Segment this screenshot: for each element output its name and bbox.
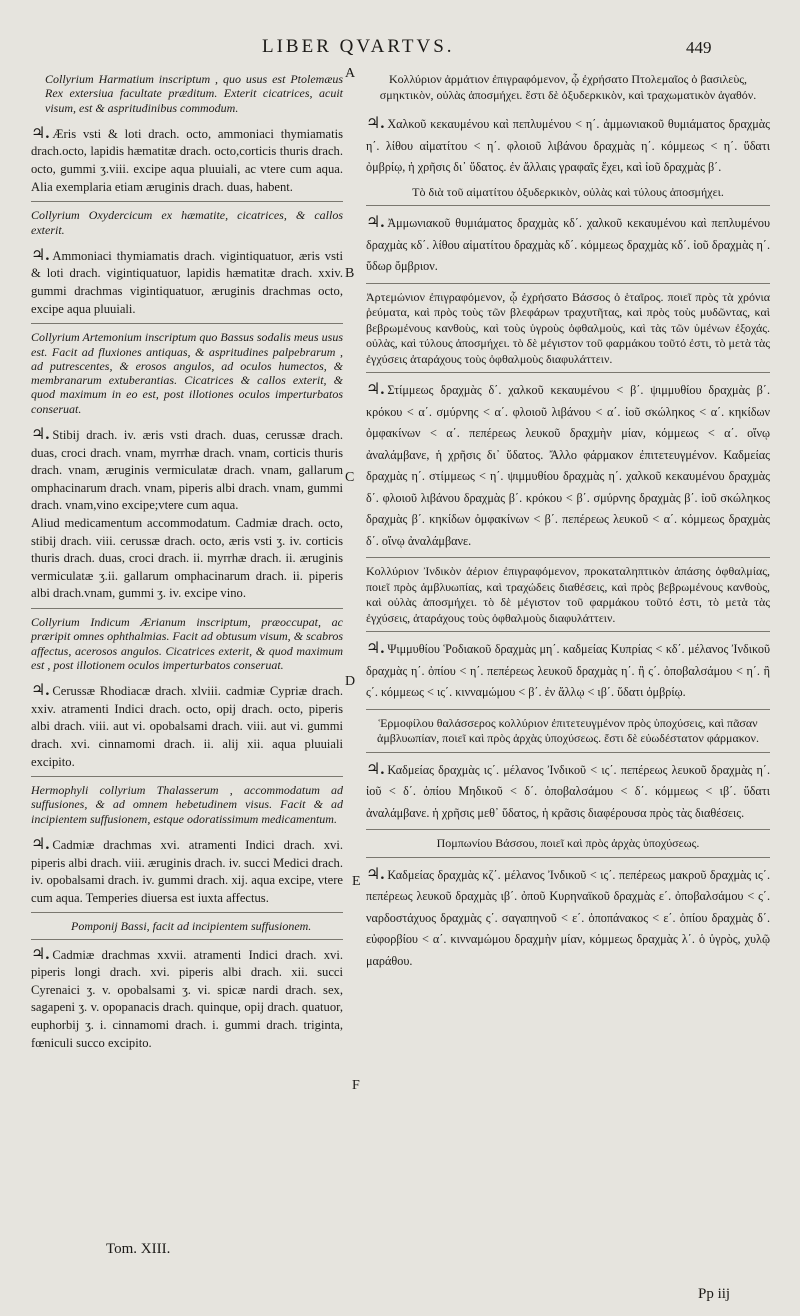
- recipe-title: Ἀρτεμώνιον ἐπιγραφόμενον, ᾧ ἐχρήσατο Βάσσος ὁ ἑταῖρος. ποιεῖ πρὸς τὰ χρόνια ῥεύματα, καὶ πρὸς τοὺς τῶν βλεφάρων τραχυτῆτας, καὶ πρὸς τοὺς μυδῶντας, καὶ βεβρωμένους κανθοὺς, καὶ τοὺς ὑγροὺς ὀφθαλμοὺς, καὶ τὰς τῶν ὑμένων ἐξοχάς. οὐλὰς, καὶ τύλους ἀποσμήχει. τὸ δὲ μέγιστον τοῦ φαρμάκου τοῦτό ἐστι, τὸ μετὰ τὰς ἐγχύσεις ἀταράχους τοὺς ὀφθαλμοὺς διαφυλάττειν.: [366, 289, 770, 366]
- recipe-symbol-icon: ♃.: [31, 246, 50, 264]
- divider: [31, 776, 343, 777]
- divider: [31, 201, 343, 202]
- recipe-text: ♃. Ψιμμυθίου Ῥοδιακοῦ δραχμὰς μη΄. καδμείας Κυπρίας < κδ΄. μέλανος Ἰνδικοῦ δραχμὰς η΄. ὀπίου < η΄. πεπέρεως λευκοῦ δραχμὰς η΄. ἢ ς΄. ὀποβαλσάμου < η΄. ἢ ς΄. κόμμεως < ις΄. κινναμώμου < β΄. ἐν ἄλλῳ < ιβ΄. ὕδατι ὀμβρίῳ.: [366, 640, 770, 699]
- recipe-symbol-icon: ♃.: [366, 115, 385, 132]
- recipe-text: ♃. Cadmiæ drachmas xxvii. atramenti Indici drach. xvi. piperis longi drach. xvi. piperis albi drach. xii. succi Cyrenaici ʒ. v. opobalsami ʒ. vi. spicæ nardi drach. sex, sagapeni ʒ. v. opopanacis drach. quinque, opij drach. quatuor, euphorbij ʒ. i. cinnamomi drach. i. gummi drach. triginta, fœniculi succo excipito.: [31, 945, 343, 1050]
- recipe-text: ♃. Ἀμμωνιακοῦ θυμιάματος δραχμὰς κδ΄. χαλκοῦ κεκαυμένου καὶ πεπλυμένου δραχμὰς κδ΄. λίθου αἱματίτου δραχμὰς κδ΄. κόμμεως δραχμὰς κδ΄. ἰοῦ δραχμὰς η΄. ὕδωρ ὄμβριον.: [366, 214, 770, 273]
- recipe-text: ♃. Æris vsti & loti drach. octo, ammoniaci thymiamatis drach.octo, lapidis hæmatitæ drach. octo,corticis thuris drach. octo, gummi ʒ.viii. excipe aqua pluuiali, ac vtere cum aqua. Alia exemplaria etiam æruginis drach. duas, habent.: [31, 124, 343, 194]
- divider: [31, 323, 343, 324]
- recipe-text: ♃. Ammoniaci thymiamatis drach. vigintiquatuor, æris vsti & loti drach. vigintiquatuor, lapidis hæmatitæ drach. xxiv. gummi drachmas vigintiquatuor, æruginis drachmas octo, excipe aqua pluuiali.: [31, 246, 343, 316]
- recipe-title: Κολλύριον ἁρμάτιον ἐπιγραφόμενον, ᾧ ἐχρήσατο Πτολεμαῖος ὁ βασιλεὺς, σμηκτικὸν, οὐλὰς ἀποσμήχει. ἔστι δὲ ὀξυδερκικὸν, καὶ τραχωματικὸν ἀγαθόν.: [379, 72, 757, 102]
- recipe-title: Collyrium Artemonium inscriptum quo Bassus sodalis meus usus est. Facit ad fluxiones antiquas, & aspritudines palpebrarum , ad putrescentes, & erosos angulos, ad oculos humectos, & membranarum extuberantias. Cicatrices & callos exterit, & quod maximum in eo est, post illotiones oculos imperturbatos conseruat.: [31, 330, 343, 416]
- recipe-symbol-icon: ♃.: [366, 214, 385, 231]
- recipe-symbol-icon: ♃.: [31, 836, 50, 853]
- margin-letter-f: F: [352, 1078, 360, 1093]
- margin-letter-e: E: [352, 874, 361, 889]
- recipe-title: Collyrium Harmatium inscriptum , quo usus est Ptolemæus Rex extersiua facultate præditum. Exterit cicatrices, acuit visum, est & aspritudinibus commodum.: [45, 72, 343, 115]
- divider: [366, 857, 770, 858]
- divider: [31, 608, 343, 609]
- recipe-symbol-icon: ♃.: [31, 945, 50, 963]
- recipe-title: Collyrium Indicum Ærianum inscriptum, præoccupat, ac præripit omnes ophthalmias. Facit ad obtusum visum, & scabros affectus, acerosos angulos. Cicatrices exterit, & quod maximum est , post illotionem oculos imperturbatos conseruat.: [31, 614, 343, 672]
- divider: [366, 829, 770, 830]
- latin-column: [31, 72, 343, 1052]
- divider: [366, 205, 770, 206]
- divider: [366, 372, 770, 373]
- recipe-symbol-icon: ♃.: [31, 426, 50, 444]
- divider: [366, 752, 770, 753]
- recipe-title: Hermophyli collyrium Thalasserum , accommodatum ad suffusiones, & ad omnem hebetudinem visus. Facit & ad incipientem suffusionem, estque odoratissimum medicamentum.: [31, 783, 343, 826]
- recipe-text: ♃. Cadmiæ drachmas xvi. atramenti Indici drach. xvi. piperis albi drach. viii. æruginis drach. iv. succi Medici drach. iv. opobalsami drach. iv. gummi drach. xij. aqua excipe, vtere cum aqua. Temperies diuersa est iuxta affectus.: [31, 836, 343, 905]
- recipe-title: Ἑρμοφίλου θαλάσσερος κολλύριον ἐπιτετευγμένον πρὸς ὑποχύσεις, καὶ πᾶσαν ἀμβλυωπίαν, ποιεῖ καὶ πρὸς ἀρχὰς ὑποχύσεως. ἔστι δὲ εὐωδέστατον φάρμακον.: [377, 715, 759, 745]
- recipe-text: ♃. Καδμείας δραχμὰς ις΄. μέλανος Ἰνδικοῦ < ις΄. πεπέρεως λευκοῦ δραχμὰς η΄. ἰοῦ < δ΄. ὀπίου Μηδικοῦ < δ΄. ὀποβαλσάμου < δ΄. κόμμεως < ιβ΄. ὕδατι ἀναλάμβανε. ἡ χρῆσις μεθ᾽ ὕδατος, ἡ κρᾶσις διαφέρουσα πρὸς τὰς διαθέσεις.: [366, 760, 770, 820]
- recipe-symbol-icon: ♃.: [366, 381, 385, 398]
- divider: [366, 631, 770, 632]
- recipe-text: ♃. Stibij drach. iv. æris vsti drach. duas, cerussæ drach. duas, croci drach. vnam, myrrhæ drach. vnam, corticis thuris drach. vnam, æruginis vermiculatæ drach. vnam, gallarum omphacinarum drach. vnam, piperis albi drach. vnam, gummi drach. vnam,vino excipe;vtere cum aqua.: [31, 426, 343, 513]
- divider: [366, 709, 770, 710]
- recipe-text: ♃. Καδμείας δραχμὰς κζ΄. μέλανος Ἰνδικοῦ < ις΄. πεπέρεως μακροῦ δραχμὰς ις΄. πεπέρεως λευκοῦ δραχμὰς ιβ΄. ὀποῦ Κυρηναϊκοῦ δραχμὰς ε΄. ὀποβαλσάμου < ς΄. ναρδοστάχυος δραχμὰς ς΄. σαγαπηνοῦ < ε΄. ὀποπάνακος < ε΄. ὀπίου δραχμὰς δ΄. εὐφορβίου < α΄. κινναμώμου δραχμὴν μίαν, κόμμεως δραχμὰς λ΄. ὁ ὑγρὸς, χυλῷ μαράθου.: [366, 865, 770, 968]
- recipe-title: Κολλύριον Ἰνδικὸν ἀέριον ἐπιγραφόμενον, προκαταληπτικὸν ἁπάσης ὀφθαλμίας, ποιεῖ πρὸς ἀμβλυωπίας, καὶ τραχώδεις διαθέσεις, καὶ πρὸς βεβρωμένους κανθοὺς, καὶ οὐλὰς ἀποσμήχει. τὸ δὲ μέγιστον τοῦ φαρμάκου τοῦτό ἐστι, τὸ μετὰ τὰς ἐγχύσεις, ἀταράχους τοὺς ὀφθαλμοὺς διαφυλάττειν.: [366, 564, 770, 625]
- divider: [366, 557, 770, 558]
- divider: [31, 939, 343, 940]
- recipe-symbol-icon: ♃.: [31, 682, 50, 700]
- margin-letter-d: D: [345, 674, 356, 689]
- recipe-title: Τὸ διὰ τοῦ αἱματίτου ὀξυδερκικὸν, οὐλὰς καὶ τύλους ἀποσμήχει.: [412, 184, 724, 199]
- volume-signature: Tom. XIII.: [106, 1241, 171, 1257]
- page-number: 449: [686, 38, 712, 57]
- recipe-title: Πομπωνίου Βάσσου, ποιεῖ καὶ πρὸς ἀρχὰς ὑποχύσεως.: [436, 836, 700, 850]
- recipe-text: ♃. Στίμμεως δραχμὰς δ΄. χαλκοῦ κεκαυμένου < β΄. ψιμμυθίου δραχμὰς β΄. κρόκου < α΄. σμύρνης < α΄. φλοιοῦ λιβάνου < α΄. ἰοῦ σκώληκος < α΄. κηκίδων ὀμφακίνων < α΄. πεπέρεως λευκοῦ δραχμὴν μίαν, κόμμεως < α΄. οἴνῳ ἀναλάμβανε, ἡ χρῆσις δι᾽ ὕδατος. Ἄλλο φάρμακον ἐπιτετευγμένον. Καδμείας δραχμὰς η΄. στίμμεως < η΄. ψιμμυθίου δραχμὰς η΄. χαλκοῦ κεκαυμένου δραχμὰς δ΄. φλοιοῦ λιβάνου δραχμὰς β΄. κρόκου < β΄. σμύρνης δραχμὰς β΄. ἰοῦ σκώληκος δραχμὰς β΄. κηκίδων ὀμφακίνων < β΄. πεπέρεως λευκοῦ < α΄. κόμμεως δραχμὰς δ΄. οἴνῳ ἀναλάμβανε.: [366, 381, 770, 548]
- recipe-symbol-icon: ♃.: [366, 760, 385, 778]
- running-title: LIBER QVARTVS.: [262, 36, 455, 57]
- divider: [31, 912, 343, 913]
- page-header: [0, 36, 800, 62]
- recipe-text: Aliud medicamentum accommodatum. Cadmiæ drach. octo, stibij drach. viii. cerussæ drach. octo, æris vsti ʒ. iv. corticis thuris drach. duas, croci drach. ii. myrrhæ drach. ii. æruginis vermiculatæ ʒ.ii. gallarum omphacinarum drach. ii. piperis albi drach.vnam, gummi ʒ. iv. excipe vino.: [31, 515, 343, 601]
- margin-letter-a: A: [345, 66, 356, 81]
- recipe-text: ♃. Χαλκοῦ κεκαυμένου καὶ πεπλυμένου < η΄. ἀμμωνιακοῦ θυμιάματος δραχμὰς η΄. λίθου αἱματίτου < η΄. φλοιοῦ λιβάνου δραχμὰς η΄. κόμμεως < η΄. ὕδατι ὀμβρίῳ, ἡ χρῆσις δι᾽ ὕδατος. ἐν ἄλλαις γραφαῖς ἔχει, καὶ ἰοῦ δραχμὰς β΄.: [366, 115, 770, 174]
- margin-letter-c: C: [345, 470, 355, 485]
- gathering-signature: Pp iij: [698, 1286, 731, 1302]
- greek-column: [366, 72, 770, 972]
- recipe-symbol-icon: ♃.: [31, 124, 50, 142]
- recipe-text: ♃. Cerussæ Rhodiacæ drach. xlviii. cadmiæ Cypriæ drach. xxiv. atramenti Indici drach. octo, opij drach. octo, piperis albi drach. viii. aut vi. opobalsami drach. viii. aut vi. gummi drach. xvi. cinnamomi drach. ii. alij xii. aqua pluuiali excipito.: [31, 682, 343, 769]
- recipe-symbol-icon: ♃.: [366, 640, 385, 657]
- recipe-symbol-icon: ♃.: [366, 865, 385, 883]
- divider: [366, 283, 770, 284]
- recipe-title: Pomponij Bassi, facit ad incipientem suffusionem.: [71, 919, 312, 934]
- recipe-title: Collyrium Oxydercicum ex hæmatite, cicatrices, & callos exterit.: [31, 208, 343, 237]
- margin-letter-b: B: [345, 266, 355, 281]
